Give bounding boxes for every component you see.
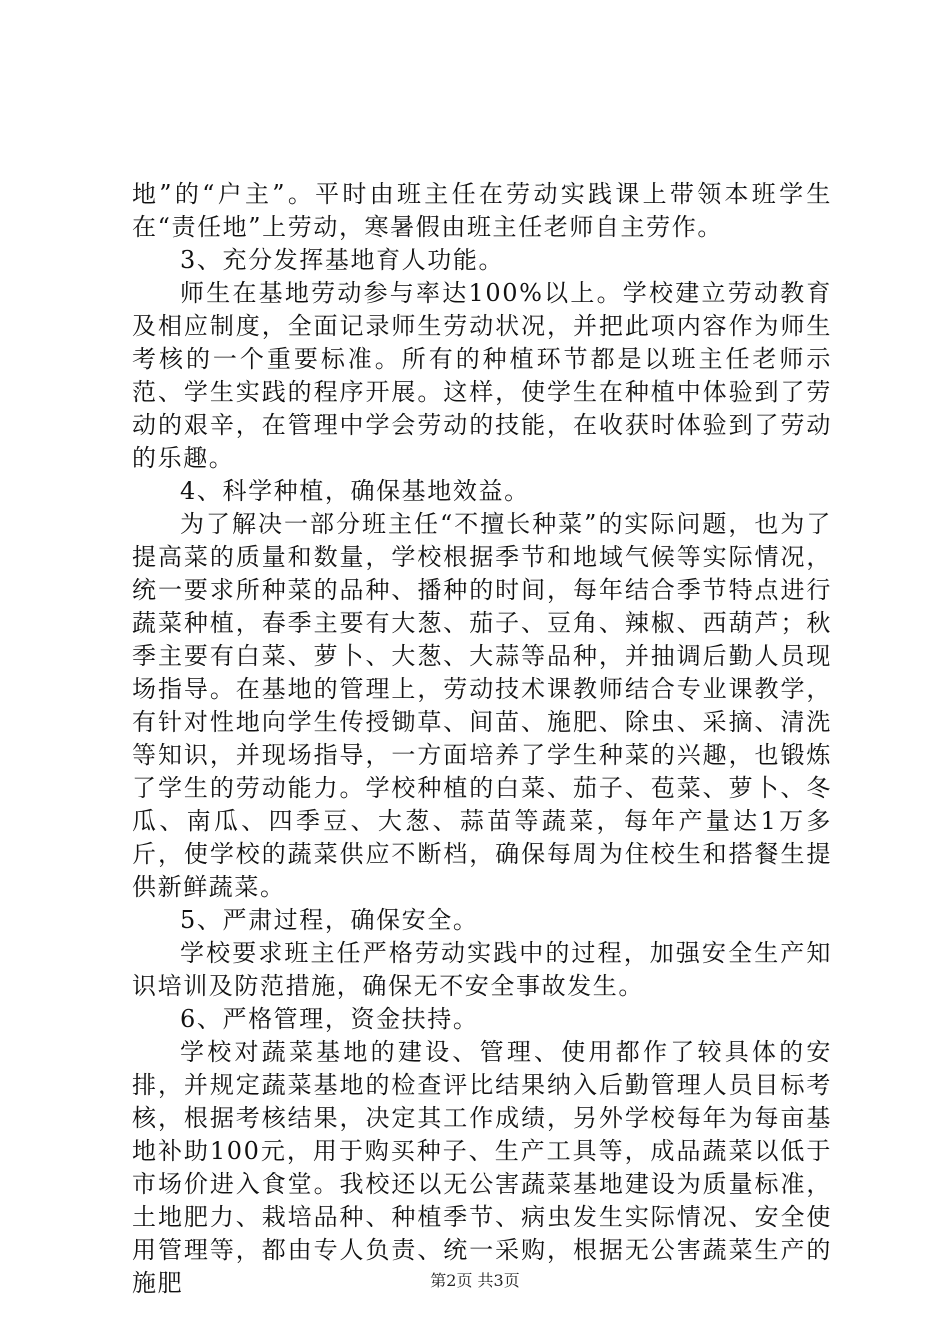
paragraph-section-4: 为了解决一部分班主任“不擅长种菜”的实际问题，也为了提高菜的质量和数量，学校根据季节和地域气候等实际情况，统一要求所种菜的品种、播种的时间，每年结合季节特点进行蔬菜种植，春季主要有大葱、茄子、豆角、辣椒、西葫芦；秋季主要有白菜、萝卜、大葱、大蒜等品种，并抽调后勤人员现场指导。在基地的管理上，劳动技术课教师结合专业课教学，有针对性地向学生传授锄草、间苗、施肥、除虫、采摘、清洗等知识，并现场指导，一方面培养了学生种菜的兴趣，也锻炼了学生的劳动能力。学校种植的白菜、茄子、苞菜、萝卜、冬瓜、南瓜、四季豆、大葱、蒜苗等蔬菜，每年产量达1万多斤，使学校的蔬菜供应不断档，确保每周为住校生和搭餐生提供新鲜蔬菜。: [132, 510, 832, 901]
section-heading-4: 4、科学种植，确保基地效益。: [180, 477, 530, 505]
paragraph-continuation: 地”的“户主”。平时由班主任在劳动实践课上带领本班学生在“责任地”上劳动，寒暑假由班主任老师自主劳作。: [132, 180, 832, 241]
page-number-footer: 第2页 共3页: [430, 1271, 520, 1290]
document-body: [132, 178, 832, 1300]
section-heading-6: 6、严格管理，资金扶持。: [180, 1005, 479, 1033]
section-heading-3: 3、充分发挥基地育人功能。: [180, 246, 505, 274]
paragraph-section-6: 学校对蔬菜基地的建设、管理、使用都作了较具体的安排，并规定蔬菜基地的检查评比结果纳入后勤管理人员目标考核，根据考核结果，决定其工作成绩，另外学校每年为每亩基地补助100元，用于购买种子、生产工具等，成品蔬菜以低于市场价进入食堂。我校还以无公害蔬菜基地建设为质量标准，土地肥力、栽培品种、种植季节、病虫发生实际情况、安全使用管理等，都由专人负责、统一采购，根据无公害蔬菜生产的施肥: [132, 1038, 832, 1297]
paragraph-section-3: 师生在基地劳动参与率达100%以上。学校建立劳动教育及相应制度，全面记录师生劳动状况，并把此项内容作为师生考核的一个重要标准。所有的种植环节都是以班主任老师示范、学生实践的程序开展。这样，使学生在种植中体验到了劳动的艰辛，在管理中学会劳动的技能，在收获时体验到了劳动的乐趣。: [132, 279, 832, 472]
section-heading-5: 5、严肃过程，确保安全。: [180, 906, 479, 934]
paragraph-section-5: 学校要求班主任严格劳动实践中的过程，加强安全生产知识培训及防范措施，确保无不安全事故发生。: [132, 939, 832, 1000]
